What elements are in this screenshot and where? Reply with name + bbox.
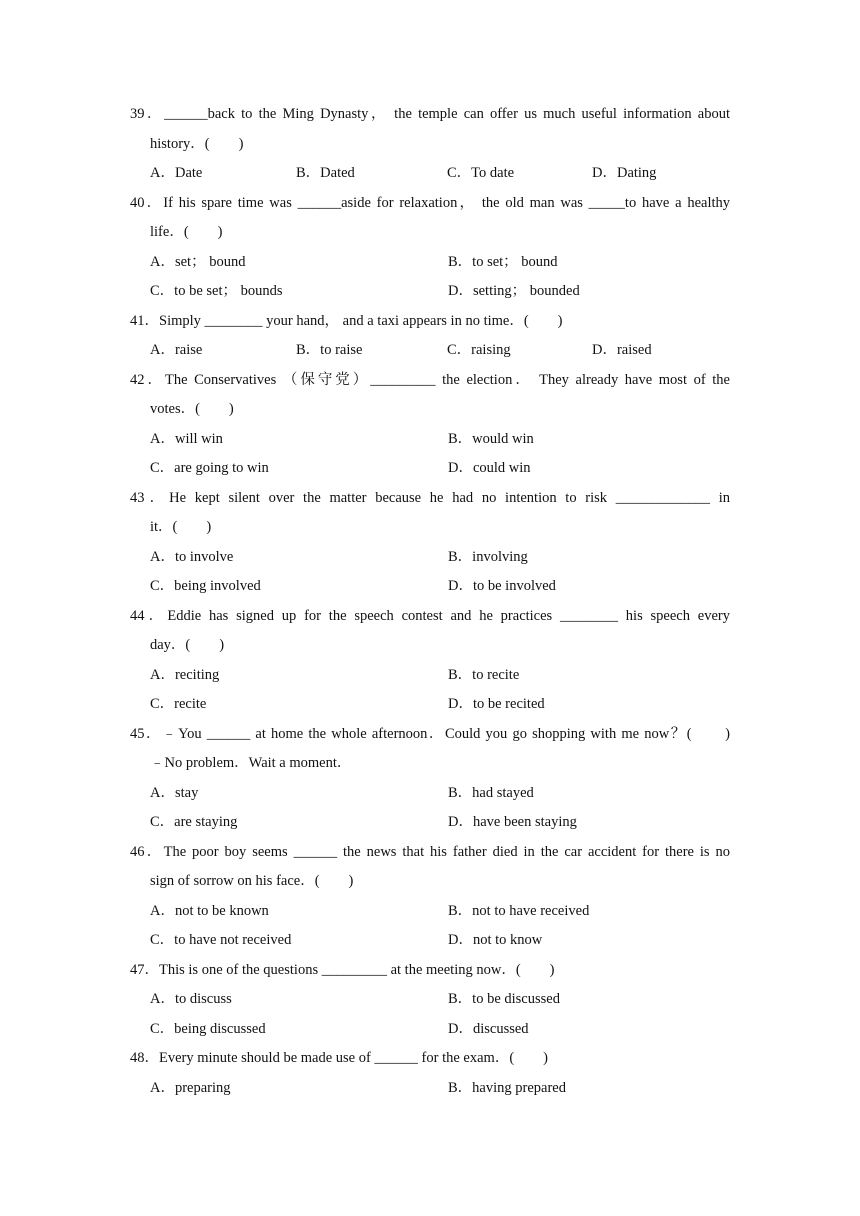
question-stem: 42．The Conservatives （保守党）_________ the election． They already have most of the — [130, 371, 730, 388]
answer-option[interactable]: A．not to be known — [150, 902, 269, 919]
answer-option[interactable]: D．setting； bounded — [448, 283, 580, 299]
answer-option[interactable]: B．would win — [448, 430, 534, 447]
answer-option[interactable]: C．recite — [150, 696, 207, 712]
options-row — [130, 248, 730, 278]
question-stem-continued: votes．( ) — [150, 401, 234, 417]
options-row — [130, 808, 730, 838]
answer-option[interactable]: B．to be discussed — [448, 991, 560, 1007]
answer-option[interactable]: A．set； bound — [150, 253, 246, 270]
answer-option[interactable]: A．preparing — [150, 1079, 231, 1096]
answer-option[interactable]: B．to raise — [296, 342, 363, 358]
question-stem: 39．______back to the Ming Dynasty， the temple can offer us much useful information about — [130, 106, 730, 122]
answer-option[interactable]: C．being discussed — [150, 1020, 266, 1037]
answer-option[interactable]: A．to discuss — [150, 991, 232, 1007]
question-stem: 46．The poor boy seems ______ the news that his father died in the car accident for there is no — [130, 843, 730, 860]
answer-option[interactable]: D．to be involved — [448, 578, 556, 594]
answer-option[interactable]: C．are staying — [150, 814, 238, 830]
options-row — [130, 572, 730, 602]
options-row — [130, 1015, 730, 1045]
options-row — [130, 661, 730, 691]
options-row — [130, 926, 730, 956]
question-stem-continued: life．( ) — [150, 224, 223, 240]
question-stem-continued: day．( ) — [150, 637, 225, 653]
question-item — [130, 720, 730, 838]
answer-option[interactable]: D．have been staying — [448, 814, 577, 830]
question-stem: 45．﹣You ______ at home the whole afternoon．Could you go shopping with me now？( ) — [130, 725, 730, 742]
answer-option[interactable]: B．Dated — [296, 165, 355, 181]
question-stem: 48．Every minute should be made use of ______ for the exam．( ) — [130, 1050, 548, 1066]
options-row — [130, 690, 730, 720]
question-stem-continued: sign of sorrow on his face．( ) — [150, 873, 354, 889]
answer-option[interactable]: C．To date — [447, 165, 515, 181]
question-item — [130, 307, 730, 366]
answer-option[interactable]: B．involving — [448, 548, 528, 565]
answer-option[interactable]: D．Dating — [592, 165, 657, 181]
answer-option[interactable]: C．being involved — [150, 578, 261, 594]
answer-option[interactable]: D．raised — [592, 342, 652, 358]
options-row — [130, 336, 730, 366]
answer-option[interactable]: D．discussed — [448, 1020, 529, 1037]
options-row — [130, 425, 730, 455]
question-item — [130, 366, 730, 484]
options-row — [130, 985, 730, 1015]
options-row — [130, 277, 730, 307]
question-stem: 44．Eddie has signed up for the speech contest and he practices ________ his speech every — [130, 607, 730, 624]
question-stem: 40．If his spare time was ______aside for relaxation， the old man was _____to have a healthy — [130, 194, 730, 211]
answer-option[interactable]: D．could win — [448, 460, 531, 476]
answer-option[interactable]: A．will win — [150, 430, 223, 447]
answer-option[interactable]: D．to be recited — [448, 696, 545, 712]
options-row — [130, 454, 730, 484]
question-stem: 47．This is one of the questions _________ at the meeting now．( ) — [130, 961, 555, 978]
options-row — [130, 159, 730, 189]
answer-option[interactable]: B．having prepared — [448, 1079, 566, 1096]
question-stem-continued: history．( ) — [150, 135, 244, 152]
question-stem-continued: ﹣No problem．Wait a moment． — [150, 755, 352, 771]
question-stem: 41．Simply ________ your hand， and a taxi appears in no time．( ) — [130, 312, 563, 329]
question-stem-continued: it．( ) — [150, 519, 212, 535]
options-row — [130, 897, 730, 927]
answer-option[interactable]: A．stay — [150, 784, 199, 801]
answer-option[interactable]: A．raise — [150, 342, 203, 358]
question-item — [130, 100, 730, 189]
answer-option[interactable]: C．to have not received — [150, 932, 292, 948]
question-item — [130, 602, 730, 720]
answer-option[interactable]: D．not to know — [448, 932, 543, 948]
answer-option[interactable]: B．to set； bound — [448, 253, 558, 270]
options-row — [130, 1074, 730, 1104]
answer-option[interactable]: B．not to have received — [448, 902, 590, 919]
question-item — [130, 956, 730, 1045]
answer-option[interactable]: B．to recite — [448, 666, 520, 683]
answer-option[interactable]: C．raising — [447, 342, 511, 358]
answer-option[interactable]: C．are going to win — [150, 460, 269, 476]
answer-option[interactable]: B．had stayed — [448, 784, 534, 801]
options-row — [130, 779, 730, 809]
options-row — [130, 543, 730, 573]
question-stem: 43．He kept silent over the matter because he had no intention to risk _____________ in — [130, 489, 730, 506]
question-item — [130, 1044, 730, 1103]
answer-option[interactable]: A．reciting — [150, 666, 220, 683]
answer-option[interactable]: C．to be set； bounds — [150, 283, 283, 299]
question-item — [130, 838, 730, 956]
question-item — [130, 189, 730, 307]
answer-option[interactable]: A．Date — [150, 165, 203, 181]
answer-option[interactable]: A．to involve — [150, 548, 234, 565]
question-item — [130, 484, 730, 602]
